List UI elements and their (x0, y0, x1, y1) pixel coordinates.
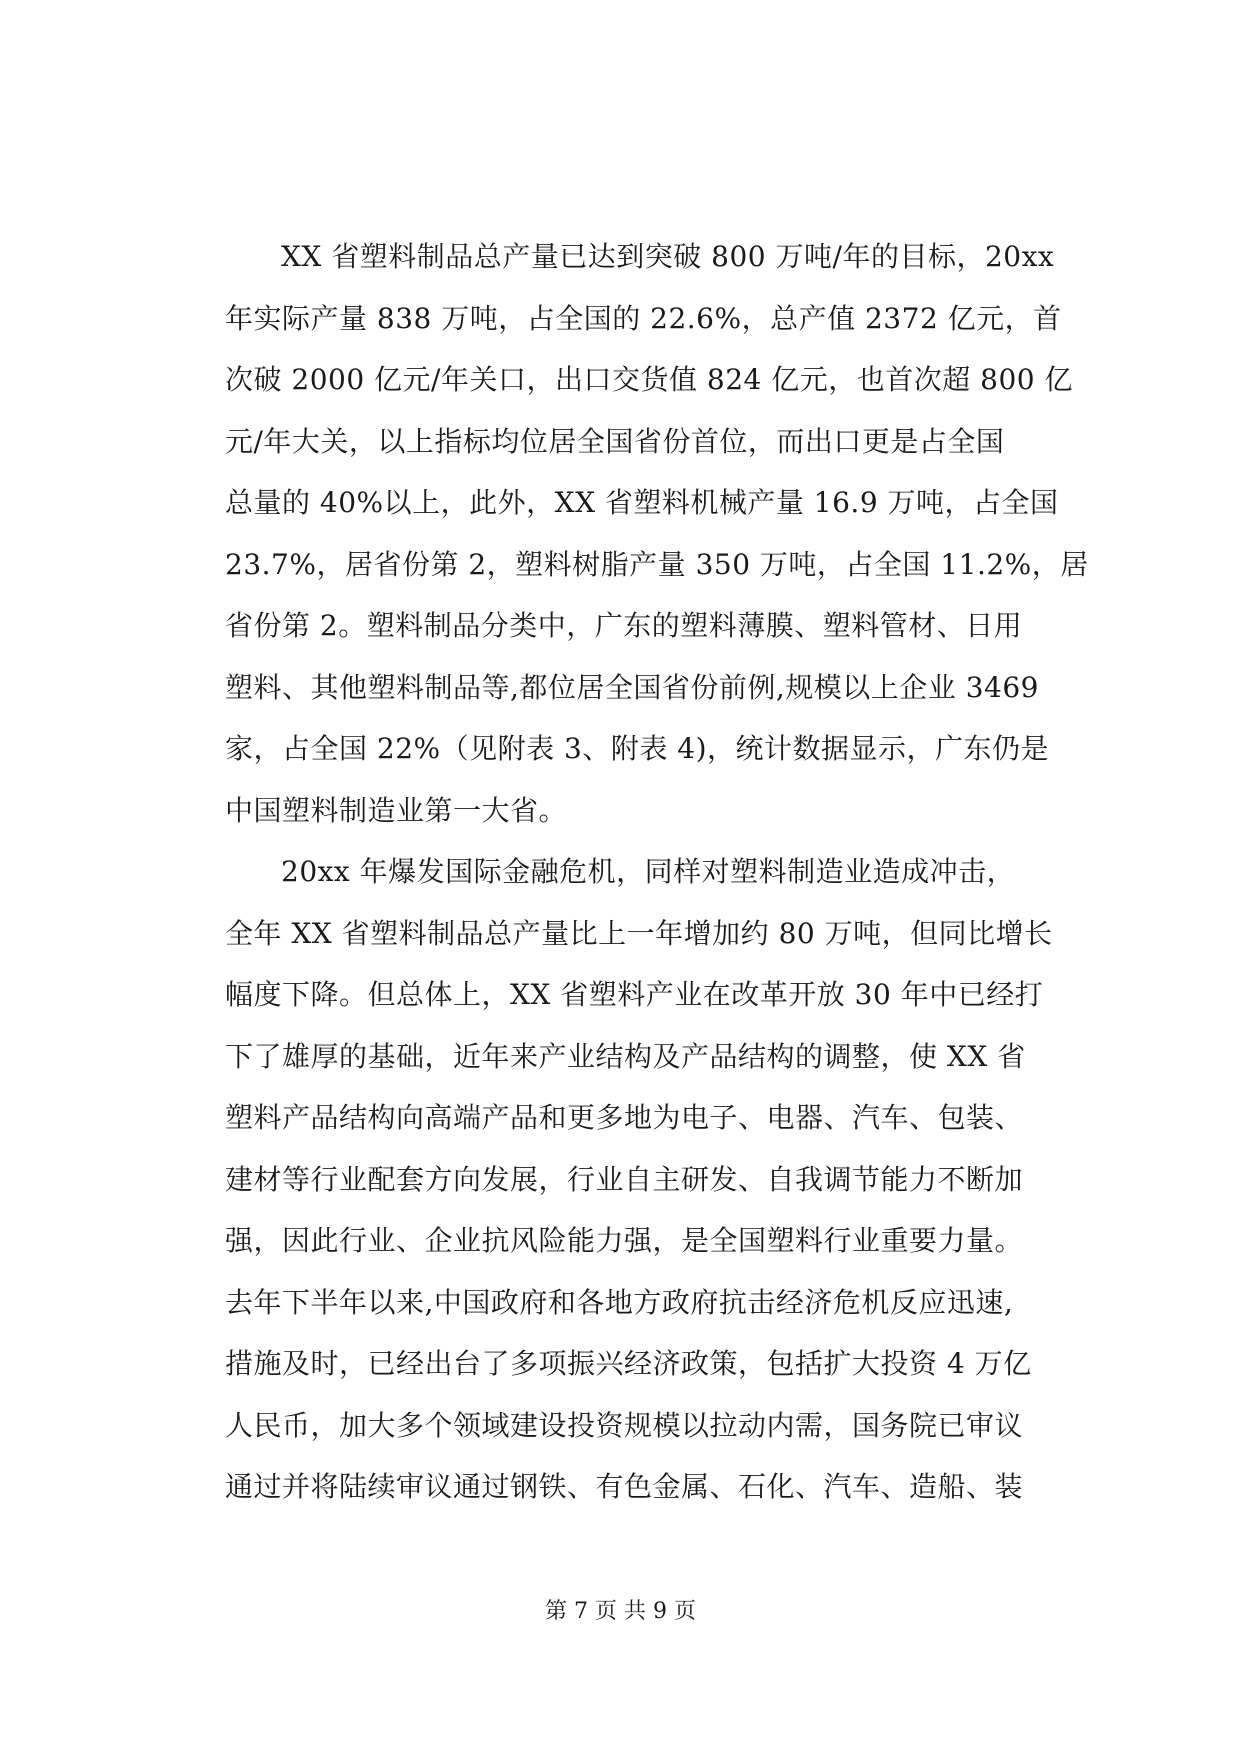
text-line: 强，因此行业、企业抗风险能力强，是全国塑料行业重要力量。 (225, 1224, 1024, 1257)
text-line: 元/年大关，以上指标均位居全国省份首位，而出口更是占全国 (225, 424, 1005, 458)
text-line: 家，占全国 22%（见附表 3、附表 4)，统计数据显示，广东仍是 (225, 732, 1049, 765)
text-line: 全年 XX 省塑料制品总产量比上一年增加约 80 万吨，但同比增长 (225, 916, 1053, 950)
text-line: 总量的 40%以上，此外，XX 省塑料机械产量 16.9 万吨，占全国 (225, 486, 1059, 519)
text-line: 去年下半年以来,中国政府和各地方政府抗击经济危机反应迅速, (225, 1285, 1014, 1319)
text-line: 幅度下降。但总体上，XX 省塑料产业在改革开放 30 年中已经打 (225, 978, 1044, 1011)
text-line: 通过并将陆续审议通过钢铁、有色金属、石化、汽车、造船、装 (225, 1470, 1024, 1503)
page-footer (0, 1597, 1241, 1627)
text-line: 省份第 2。塑料制品分类中，广东的塑料薄膜、塑料管材、日用 (225, 609, 1023, 642)
text-line: 建材等行业配套方向发展，行业自主研发、自我调节能力不断加 (225, 1162, 1024, 1196)
text-line: 次破 2000 亿元/年关口，出口交货值 824 亿元，也首次超 800 亿 (225, 363, 1073, 396)
text-line: 塑料、其他塑料制品等,都位居全国省份前例,规模以上企业 3469 (225, 670, 1039, 704)
text-line: 人民币，加大多个领域建设投资规模以拉动内需，国务院已审议 (225, 1408, 1024, 1442)
text-line: 23.7%，居省份第 2，塑料树脂产量 350 万吨，占全国 11.2%，居 (225, 547, 1089, 581)
text-line: 措施及时，已经出台了多项振兴经济政策，包括扩大投资 4 万亿 (225, 1347, 1032, 1380)
page-number-label: 第 7 页 共 9 页 (545, 1599, 696, 1624)
text-line: 下了雄厚的基础，近年来产业结构及产品结构的调整，使 XX 省 (225, 1039, 1026, 1073)
text-line: 20xx 年爆发国际金融危机，同样对塑料制造业造成冲击， (281, 855, 1016, 888)
text-line: 中国塑料制造业第一大省。 (225, 793, 568, 827)
text-line: 年实际产量 838 万吨，占全国的 22.6%，总产值 2372 亿元，首 (225, 301, 1062, 335)
text-line: 塑料产品结构向高端产品和更多地为电子、电器、汽车、包装、 (225, 1101, 1024, 1134)
body-text (225, 226, 1089, 1518)
text-line: XX 省塑料制品总产量已达到突破 800 万吨/年的目标，20xx (281, 240, 1055, 273)
